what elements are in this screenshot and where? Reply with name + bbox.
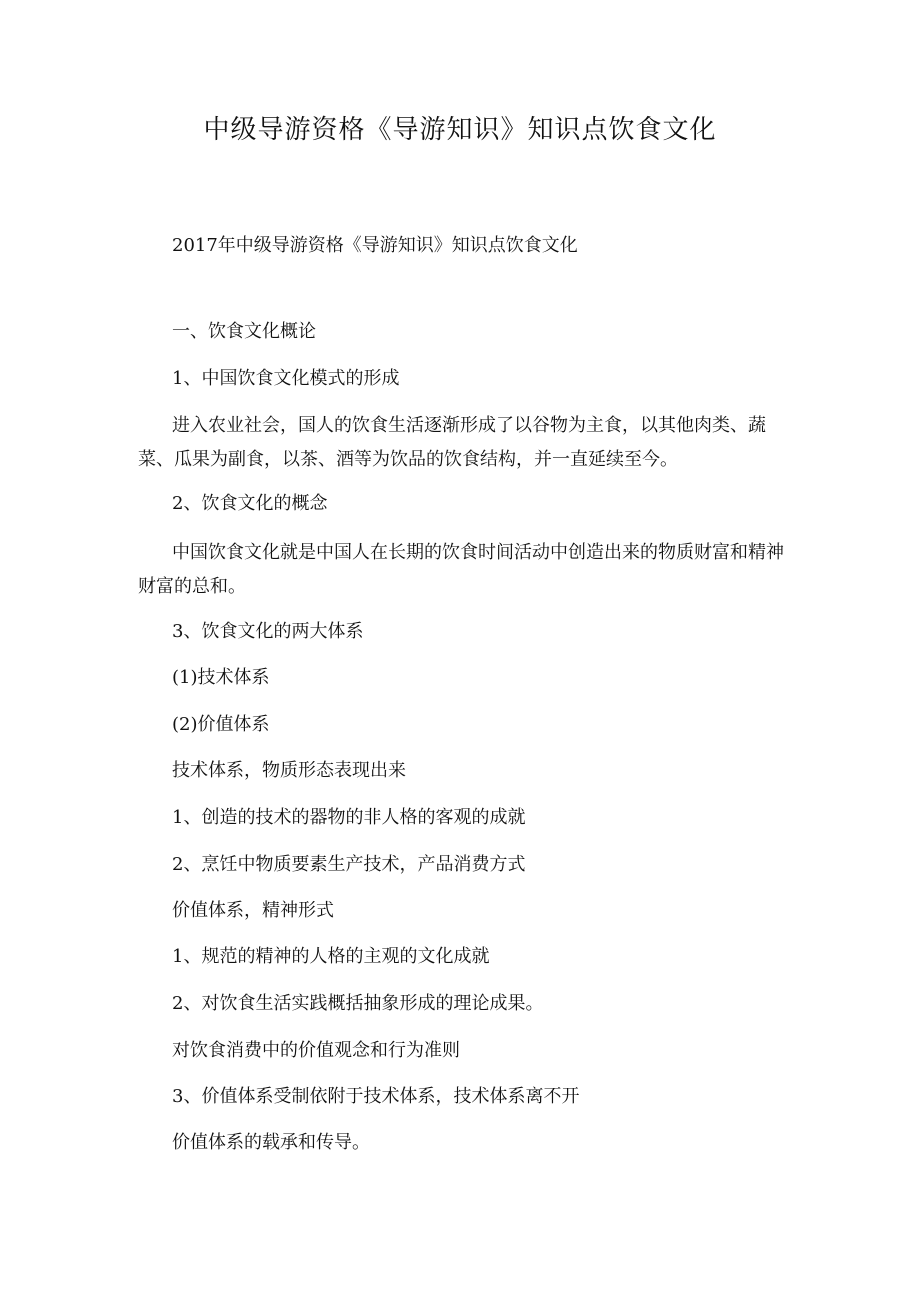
text-line: 2、对饮食生活实践概括抽象形成的理论成果。 xyxy=(172,993,544,1014)
text-line: 价值体系，精神形式 xyxy=(172,900,334,921)
text-line: 价值体系的载承和传导。 xyxy=(172,1132,370,1153)
text-line: 3、价值体系受制依附于技术体系，技术体系离不开 xyxy=(172,1086,580,1107)
document-subtitle: 2017年中级导游资格《导游知识》知识点饮食文化 xyxy=(172,235,578,256)
text-line: 2、烹饪中物质要素生产技术，产品消费方式 xyxy=(172,854,526,875)
paragraph: 进入农业社会，国人的饮食生活逐渐形成了以谷物为主食，以其他肉类、蔬菜、瓜果为副食，以茶、酒等为饮品的饮食结构，并一直延续至今。 xyxy=(138,415,766,470)
subsection-heading: 3、饮食文化的两大体系 xyxy=(172,621,364,642)
list-item: (2)价值体系 xyxy=(172,714,270,735)
subsection-heading: 1、中国饮食文化模式的形成 xyxy=(172,368,400,389)
paragraph: 中国饮食文化就是中国人在长期的饮食时间活动中创造出来的物质财富和精神财富的总和。 xyxy=(138,542,784,597)
text-line: 1、创造的技术的器物的非人格的客观的成就 xyxy=(172,807,526,828)
document-title: 中级导游资格《导游知识》知识点饮食文化 xyxy=(203,115,717,145)
section-heading: 一、饮食文化概论 xyxy=(172,321,316,342)
text-line: 1、规范的精神的人格的主观的文化成就 xyxy=(172,946,490,967)
text-line: 对饮食消费中的价值观念和行为准则 xyxy=(172,1040,460,1061)
subsection-heading: 2、饮食文化的概念 xyxy=(172,493,328,514)
text-line: 技术体系，物质形态表现出来 xyxy=(172,760,406,781)
list-item: (1)技术体系 xyxy=(172,667,270,688)
